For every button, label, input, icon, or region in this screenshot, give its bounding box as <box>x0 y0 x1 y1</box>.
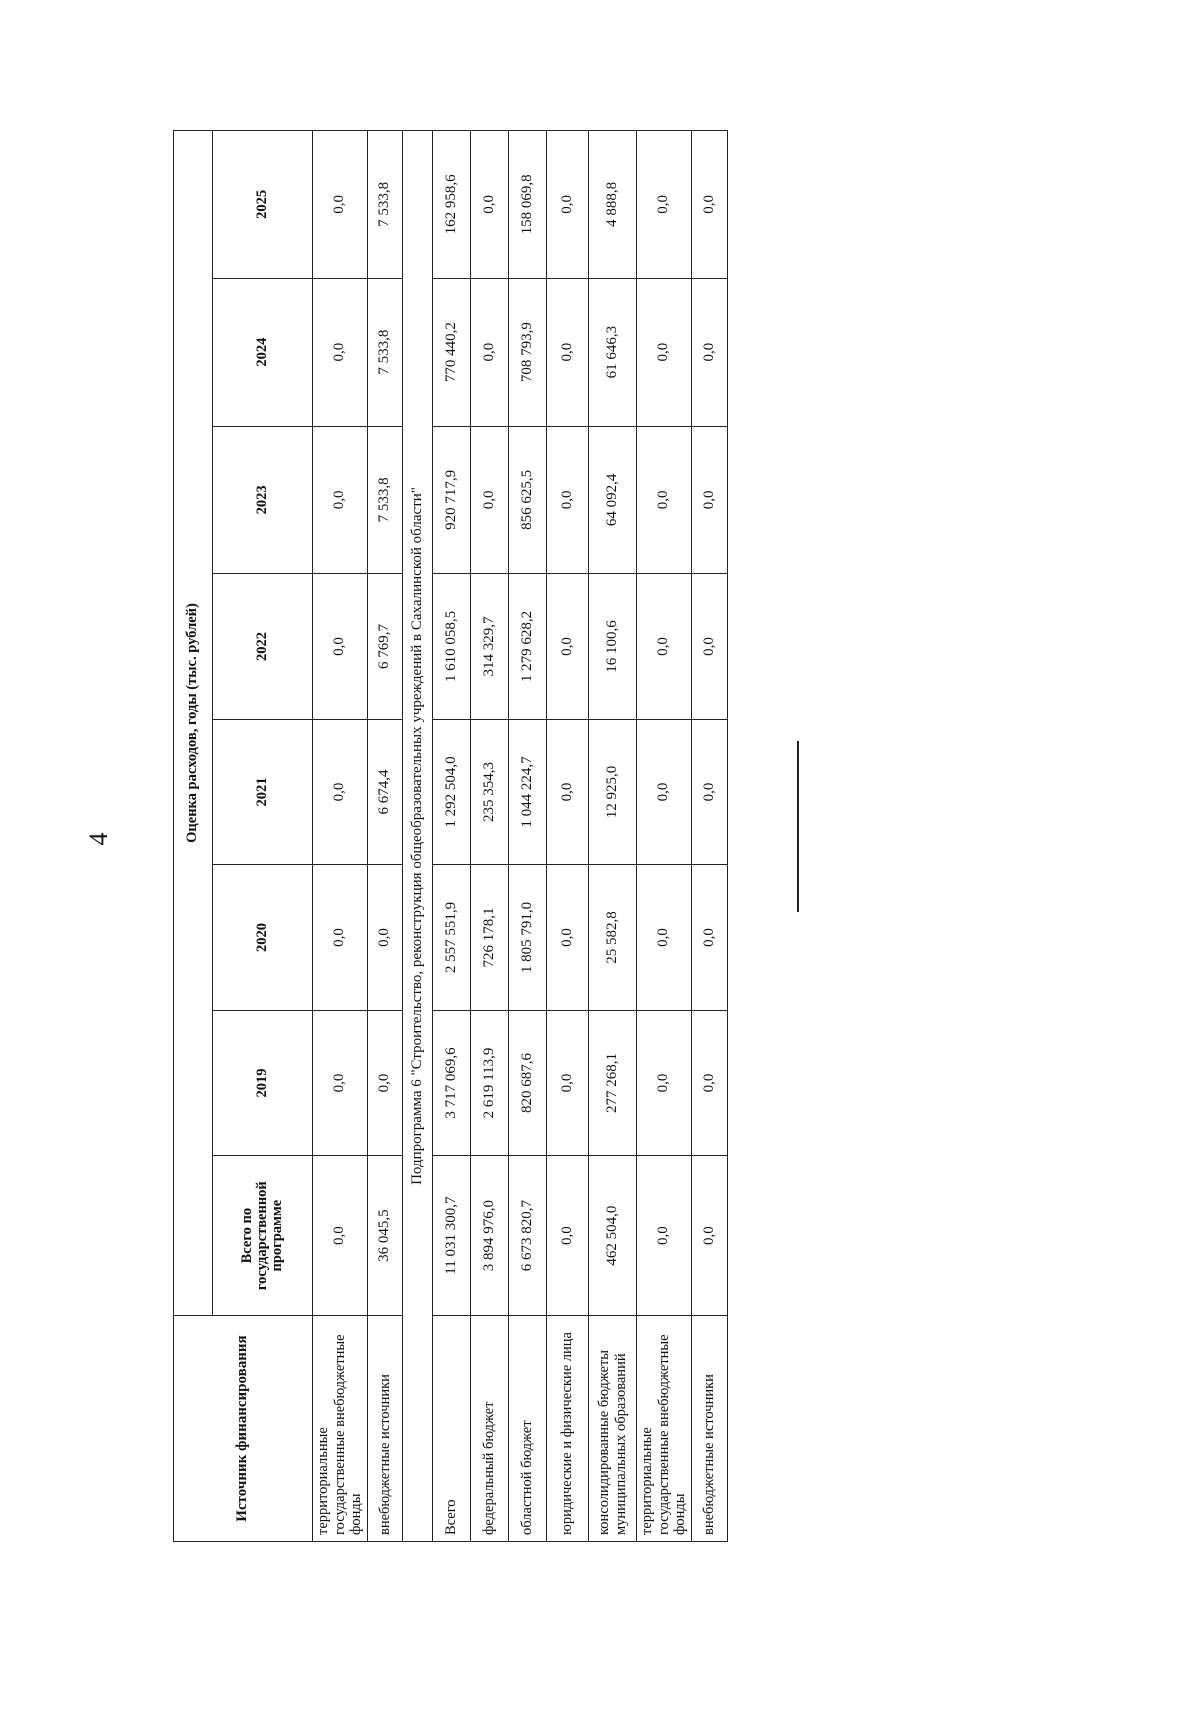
subprogram-title: Подпрограмма 6 "Строительство, реконструкция общеобразовательных учреждений в Сахалинской области" <box>403 131 433 1542</box>
year-value-cell: 0,0 <box>692 278 728 426</box>
funding-source-cell: федеральный бюджет <box>471 1316 509 1542</box>
table-row <box>433 131 471 1542</box>
total-cell: 0,0 <box>313 1156 368 1316</box>
year-value-cell: 0,0 <box>471 426 509 574</box>
year-value-cell: 64 092,4 <box>589 426 637 574</box>
year-value-cell: 0,0 <box>313 865 368 1011</box>
total-cell: 0,0 <box>637 1156 692 1316</box>
table-row <box>589 131 637 1542</box>
year-value-cell: 4 888,8 <box>589 131 637 279</box>
year-header: 2019 <box>213 1010 313 1156</box>
year-value-cell: 0,0 <box>547 278 589 426</box>
year-value-cell: 0,0 <box>313 131 368 279</box>
header-row-top <box>174 131 213 1542</box>
year-value-cell: 7 533,8 <box>368 426 403 574</box>
year-value-cell: 277 268,1 <box>589 1010 637 1156</box>
total-cell: 0,0 <box>547 1156 589 1316</box>
year-value-cell: 0,0 <box>547 131 589 279</box>
year-value-cell: 1 044 224,7 <box>509 719 547 865</box>
table-row <box>471 131 509 1542</box>
year-value-cell: 0,0 <box>637 426 692 574</box>
year-value-cell: 1 610 058,5 <box>433 574 471 720</box>
year-value-cell: 0,0 <box>692 426 728 574</box>
year-value-cell: 856 625,5 <box>509 426 547 574</box>
year-value-cell: 2 557 551,9 <box>433 865 471 1011</box>
year-value-cell: 0,0 <box>471 278 509 426</box>
year-value-cell: 770 440,2 <box>433 278 471 426</box>
divider-line <box>797 741 799 912</box>
year-value-cell: 61 646,3 <box>589 278 637 426</box>
source-header: Источник финансирования <box>174 1316 313 1542</box>
table-row <box>637 131 692 1542</box>
rotated-table-sheet <box>173 130 718 1542</box>
year-value-cell: 726 178,1 <box>471 865 509 1011</box>
year-value-cell: 25 582,8 <box>589 865 637 1011</box>
year-value-cell: 0,0 <box>637 574 692 720</box>
year-value-cell: 0,0 <box>547 865 589 1011</box>
table-row <box>547 131 589 1542</box>
year-value-cell: 162 958,6 <box>433 131 471 279</box>
total-cell: 0,0 <box>692 1156 728 1316</box>
year-value-cell: 920 717,9 <box>433 426 471 574</box>
year-value-cell: 0,0 <box>368 865 403 1011</box>
group-header: Оценка расходов, годы (тыс. рублей) <box>174 131 213 1316</box>
year-value-cell: 0,0 <box>692 131 728 279</box>
total-cell: 36 045,5 <box>368 1156 403 1316</box>
year-value-cell: 0,0 <box>692 719 728 865</box>
year-value-cell: 820 687,6 <box>509 1010 547 1156</box>
funding-source-cell: внебюджетные источники <box>692 1316 728 1542</box>
year-value-cell: 0,0 <box>313 719 368 865</box>
year-value-cell: 0,0 <box>471 131 509 279</box>
total-header: Всего по государственной программе <box>213 1156 313 1316</box>
table-row <box>368 131 403 1542</box>
year-value-cell: 0,0 <box>637 865 692 1011</box>
year-value-cell: 0,0 <box>547 574 589 720</box>
total-cell: 6 673 820,7 <box>509 1156 547 1316</box>
table-row <box>692 131 728 1542</box>
year-value-cell: 0,0 <box>637 278 692 426</box>
year-value-cell: 0,0 <box>692 574 728 720</box>
year-value-cell: 0,0 <box>637 131 692 279</box>
funding-source-cell: консолидированные бюджеты муниципальных образований <box>589 1316 637 1542</box>
year-value-cell: 0,0 <box>692 865 728 1011</box>
year-value-cell: 0,0 <box>547 426 589 574</box>
funding-table <box>173 130 728 1542</box>
year-value-cell: 314 329,7 <box>471 574 509 720</box>
year-value-cell: 0,0 <box>547 719 589 865</box>
year-value-cell: 12 925,0 <box>589 719 637 865</box>
subprogram-row <box>403 131 433 1542</box>
year-value-cell: 0,0 <box>313 1010 368 1156</box>
table-body <box>313 131 728 1542</box>
table-row <box>509 131 547 1542</box>
year-value-cell: 2 619 113,9 <box>471 1010 509 1156</box>
total-cell: 11 031 300,7 <box>433 1156 471 1316</box>
year-value-cell: 7 533,8 <box>368 278 403 426</box>
year-value-cell: 3 717 069,6 <box>433 1010 471 1156</box>
funding-source-cell: областной бюджет <box>509 1316 547 1542</box>
funding-source-cell: внебюджетные источники <box>368 1316 403 1542</box>
year-value-cell: 0,0 <box>547 1010 589 1156</box>
year-value-cell: 0,0 <box>313 574 368 720</box>
funding-source-cell: юридические и физические лица <box>547 1316 589 1542</box>
year-header: 2025 <box>213 131 313 279</box>
year-value-cell: 235 354,3 <box>471 719 509 865</box>
year-value-cell: 6 769,7 <box>368 574 403 720</box>
year-value-cell: 7 533,8 <box>368 131 403 279</box>
year-header: 2021 <box>213 719 313 865</box>
year-value-cell: 0,0 <box>692 1010 728 1156</box>
year-value-cell: 6 674,4 <box>368 719 403 865</box>
year-value-cell: 0,0 <box>313 278 368 426</box>
funding-source-cell: территориальные государственные внебюджетные фонды <box>637 1316 692 1542</box>
year-header: 2022 <box>213 574 313 720</box>
year-value-cell: 158 069,8 <box>509 131 547 279</box>
year-value-cell: 1 805 791,0 <box>509 865 547 1011</box>
year-value-cell: 0,0 <box>368 1010 403 1156</box>
year-value-cell: 0,0 <box>637 719 692 865</box>
total-cell: 3 894 976,0 <box>471 1156 509 1316</box>
year-value-cell: 708 793,9 <box>509 278 547 426</box>
total-cell: 462 504,0 <box>589 1156 637 1316</box>
table-row <box>313 131 368 1542</box>
year-value-cell: 0,0 <box>637 1010 692 1156</box>
year-header: 2023 <box>213 426 313 574</box>
page-number: 4 <box>84 832 113 846</box>
funding-source-cell: Всего <box>433 1316 471 1542</box>
year-header: 2020 <box>213 865 313 1011</box>
year-value-cell: 16 100,6 <box>589 574 637 720</box>
funding-source-cell: территориальные государственные внебюджетные фонды <box>313 1316 368 1542</box>
year-value-cell: 1 279 628,2 <box>509 574 547 720</box>
year-header: 2024 <box>213 278 313 426</box>
year-value-cell: 1 292 504,0 <box>433 719 471 865</box>
year-value-cell: 0,0 <box>313 426 368 574</box>
